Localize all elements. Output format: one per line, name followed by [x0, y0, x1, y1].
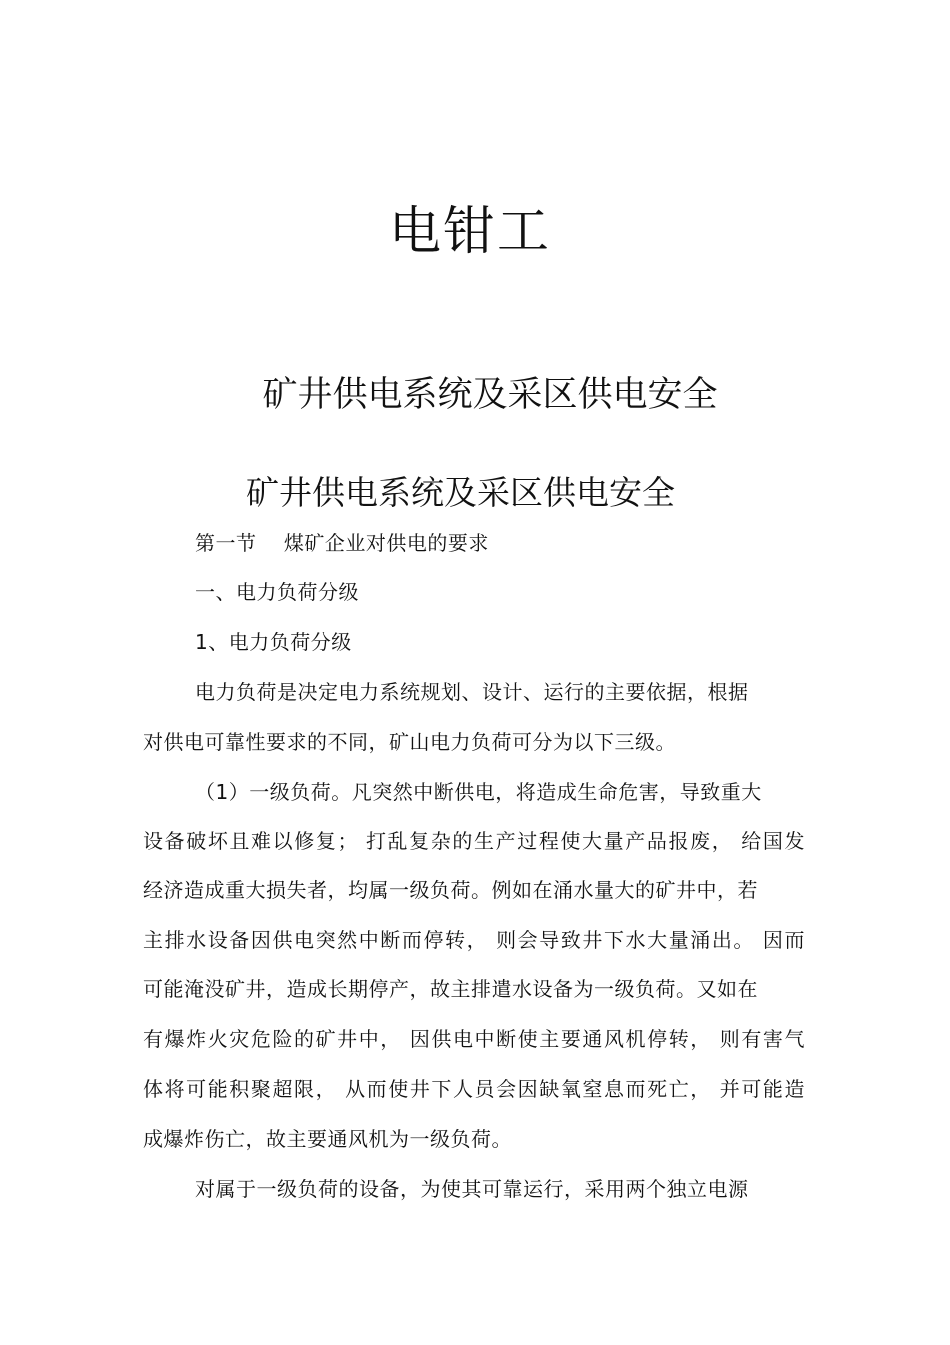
paragraph-2-line: 设备破坏且难以修复； 打乱复杂的生产过程使大量产品报废， 给国发 — [143, 829, 805, 853]
paragraph-3-line: 对属于一级负荷的设备，为使其可靠运行，采用两个独立电源 — [195, 1177, 749, 1201]
paragraph-2-line: 可能淹没矿井，造成长期停产，故主排遣水设备为一级负荷。又如在 — [143, 977, 758, 1001]
paragraph-2-line: 体将可能积聚超限， 从而使井下人员会因缺氧窒息而死亡， 并可能造 — [143, 1077, 805, 1101]
paragraph-2-line: 成爆炸伤亡，故主要通风机为一级负荷。 — [143, 1127, 512, 1151]
heading-level-2: 1、电力负荷分级 — [195, 630, 352, 654]
document-title: 电钳工 — [388, 202, 551, 262]
paragraph-1-line: 对供电可靠性要求的不同，矿山电力负荷可分为以下三级。 — [143, 730, 676, 754]
document-subtitle-primary: 矿井供电系统及采区供电安全 — [262, 375, 718, 415]
paragraph-2-line: （1）一级负荷。凡突然中断供电，将造成生命危害，导致重大 — [195, 780, 762, 804]
paragraph-2-line: 主排水设备因供电突然中断而停转， 则会导致井下水大量涌出。 因而 — [143, 928, 805, 952]
section-heading: 第一节 煤矿企业对供电的要求 — [195, 531, 489, 555]
document-subtitle-secondary: 矿井供电系统及采区供电安全 — [246, 473, 675, 512]
paragraph-2-line: 经济造成重大损失者，均属一级负荷。例如在涌水量大的矿井中，若 — [143, 878, 758, 902]
heading-level-1: 一、电力负荷分级 — [195, 580, 359, 604]
paragraph-1-line: 电力负荷是决定电力系统规划、设计、运行的主要依据，根据 — [195, 680, 749, 704]
paragraph-2-line: 有爆炸火灾危险的矿井中， 因供电中断使主要通风机停转， 则有害气 — [143, 1027, 805, 1051]
